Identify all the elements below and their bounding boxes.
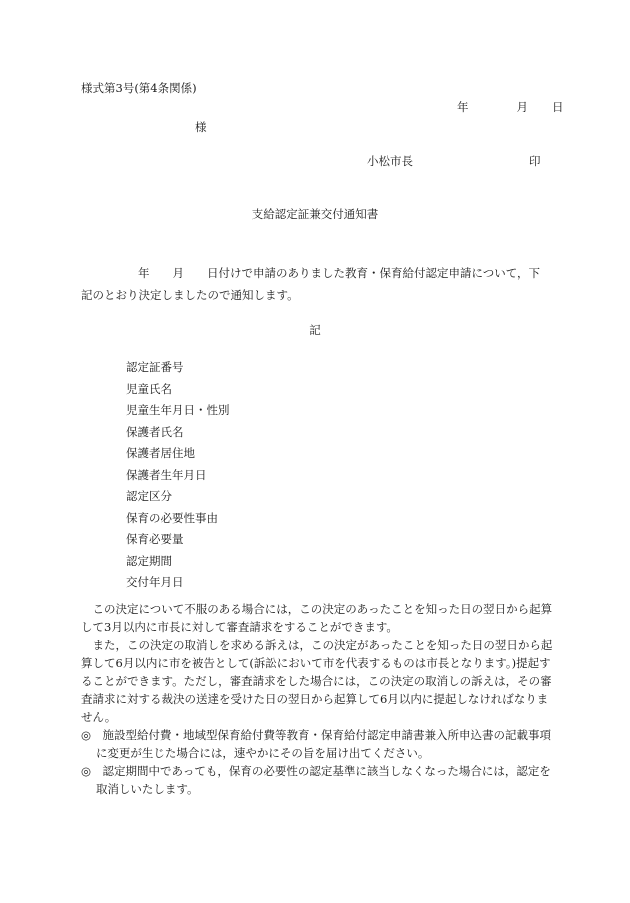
lawsuit-notice: また，この決定の取消しを求める訴えは，この決定があったことを知った日の翌日から起算して6月以内に市を被告として(訴訟において市を代表するものは市長となります。)提起することができます。ただし，審査請求をした場合には，この決定の取消しの訴えは，その審査請求に対する裁決の送達を受けた日の翌日から起算して6月以内に提起しなければなりません。: [81, 638, 553, 724]
addressee-suffix: 様: [195, 120, 207, 134]
field-label: 保育の必要性事由: [126, 510, 218, 525]
intro-paragraph: [81, 264, 551, 304]
form-number: 様式第3号(第4条関係): [81, 81, 197, 95]
field-label: 認定期間: [126, 553, 172, 568]
intro-line-1: 年 月 日付けで申請のありました教育・保育給付認定申請について，下: [138, 266, 541, 280]
issuer-name: 小松市長: [367, 154, 413, 168]
date-month-label: 月: [516, 100, 528, 114]
field-label: 児童生年月日・性別: [126, 403, 230, 417]
field-label: 認定区分: [126, 489, 172, 503]
date-line: [457, 98, 564, 116]
date-year-label: 年: [457, 100, 469, 114]
intro-line-2: 記のとおり決定しましたので通知します。: [81, 288, 299, 302]
field-label: 認定証番号: [126, 360, 184, 374]
date-day-label: 日: [552, 100, 564, 114]
revocation-notice: ◎ 認定期間中であっても，保育の必要性の認定基準に該当しなくなった場合には，認定を取消しいたします。: [81, 764, 551, 796]
document-title: 支給認定証兼交付通知書: [251, 207, 379, 221]
field-label: 保護者生年月日: [126, 467, 207, 482]
field-label: 保護者居住地: [126, 446, 195, 460]
field-label: 保育必要量: [126, 532, 184, 546]
field-list: [126, 358, 230, 595]
notes-section: [81, 600, 556, 798]
ki-heading: 記: [309, 323, 321, 337]
field-label: 交付年月日: [126, 575, 184, 589]
change-report-notice: ◎ 施設型給付費・地域型保育給付費等教育・保育給付認定申請書兼入所申込書の記載事項に変更が生じた場合には，速やかにその旨を届け出てください。: [81, 728, 552, 760]
appeal-notice: この決定について不服のある場合には，この決定のあったことを知った日の翌日から起算して3月以内に市長に対して審査請求をすることができます。: [81, 602, 553, 634]
field-label: 児童氏名: [126, 381, 172, 396]
seal-mark: 印: [529, 154, 541, 168]
field-label: 保護者氏名: [126, 424, 184, 439]
